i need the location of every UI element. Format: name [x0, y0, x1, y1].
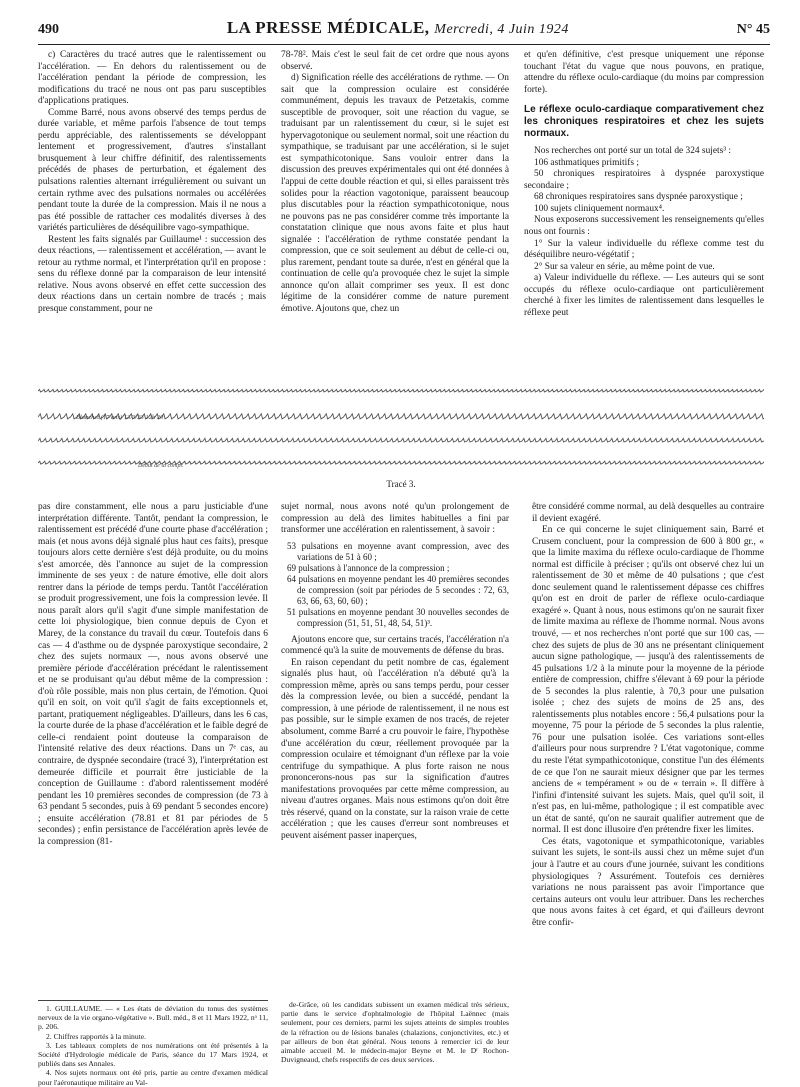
trace-line-1: [38, 389, 764, 392]
upper-column-2: [281, 50, 509, 316]
figure-caption: Tracé 3.: [386, 479, 416, 489]
figure-trace-3: [38, 383, 764, 497]
paragraph: 78-78². Mais c'est le seul fait de cet ordre que nous ayons observé.: [281, 50, 509, 72]
footnotes-left: [38, 1000, 268, 1087]
journal-name: LA PRESSE MÉDICALE,: [226, 18, 430, 37]
paragraph: En raison cependant du petit nombre de cas, également signalés plus haut, où l'accélération n'a débuté qu'à la compression même, après ou sans temps perdu, pour cesser dès la compression levée, ou bien a succédé, pendant la compression, à une période de ralentissement, il ne nous est pas possible, sur le simple examen de nos tracés, de rejeter absolument, comme Barré a cru pouvoir le faire, l'hypothèse d'une accélération du cœur, réellement provoquée par la compression oculaire et témoignant d'un réflexe par la voie centrifuge du sympathique. A plus forte raison ne nous prononcerons-nous pas sur la signification d'autres manifestations provoquées par cette même compression, au niveau d'autres organes. Mais nous estimons qu'on doit être très réservé, quand on la constate, sur la raison vraie de cette accélération ; que les causes d'erreur sont nombreuses et peuvent aisément passer inaperçues,: [281, 657, 509, 841]
list-item: 69 pulsations à l'annonce de la compression ;: [287, 562, 450, 573]
page-header: [38, 18, 770, 45]
paragraph: c) Caractères du tracé autres que le ralentissement ou l'accélération. — En dehors du ralentissement ou de l'accélération pendant la période de compression, les modifications du tracé ne nous ont pas paru susceptibles d'applications pratiques.: [38, 50, 266, 107]
trace-line-3: [38, 438, 764, 442]
list-item: 100 sujets cliniquement normaux⁴.: [534, 203, 665, 214]
pulsation-list: [287, 541, 509, 629]
page-number: 490: [38, 22, 59, 37]
lower-column-1: [38, 502, 268, 848]
upper-column-3: [524, 50, 764, 319]
journal-title: [227, 18, 569, 38]
list-item: 51 pulsations en moyenne pendant 30 nouvelles secondes de compression (51, 51, 51, 48, 54, 51)³.: [287, 606, 509, 628]
paragraph: Nous exposerons successivement les renseignements qu'elles nous ont fournis :: [524, 215, 764, 238]
paragraph: a) Valeur individuelle du réflexe. — Les auteurs qui se sont occupés du réflexe oculo-cardiaque ont particulièrement cherché à fixer les limites de ralentissement dans lesquelles le réflexe peut: [524, 273, 764, 318]
paragraph: Ajoutons encore que, sur certains tracés, l'accélération n'a commencé qu'à la suite de mouvements de défense du bras.: [281, 634, 509, 657]
footnote: 4. Nos sujets normaux ont été pris, partie au centre d'examen médical pour l'aéronautique militaire au Val-: [38, 1068, 268, 1087]
footnotes-middle: [281, 1000, 509, 1064]
lower-column-2: [281, 502, 509, 842]
upper-column-1: [38, 50, 266, 316]
section-heading: Le réflexe oculo-cardiaque comparativement chez les chroniques respiratoires et chez les sujets normaux.: [524, 104, 764, 140]
footnote: 1. GUILLAUME. — « Les états de déviation du tonus des systèmes nerveux de la vie organo-végétative ». Bull. méd., 8 et 11 Mars 1922, nᵒ 11, p. 206.: [38, 1004, 268, 1032]
list-item: 64 pulsations en moyenne pendant les 40 premières secondes de compression (soit par périodes de 5 secondes : 72, 63, 63, 66, 63, 60, 60) ;: [287, 573, 509, 606]
ecg-trace-figure: [38, 383, 764, 477]
paragraph: être considéré comme normal, au delà desquelles au contraire il devient exagéré.: [532, 502, 764, 524]
list-item: 106 asthmatiques primitifs ;: [534, 157, 639, 168]
list-item: 53 pulsations en moyenne avant compression, avec des variations de 51 à 60 ;: [287, 540, 509, 562]
lower-column-3: [532, 502, 764, 929]
paragraph: En ce qui concerne le sujet cliniquement sain, Barré et Crusem concluent, pour la compression de 600 à 800 gr., « que la limite maxima du réflexe oculo-cardiaque de l'homme normal est difficile à préciser ; qu'ils ont observé chez lui un ralentissement de 30 et même de 40 pulsations ; que c'est donc seulement quand le ralentissement dépasse ces chiffres qu'on est en droit de parler de réflexe oculo-cardiaque exagéré ». Quant à nous, nous estimons qu'on ne saurait fixer de limite maxima au réflexe de l'homme normal. Nous avons trouvé, — et nos recherches n'ont porté que sur 100 cas, — chez des sujets de plus de 30 ans ne présentant cliniquement aucun signe pathologique, — jusqu'à des ralentissements de 45 pulsations 1/2 à la minute pour la moyenne de la période entière de compression, chiffre s'élevant à 69 pour la période de 5 secondes la plus ralentie, à 70,3 pour une pulsation isolée ; chez des sujets de moins de 25 ans, des ralentissements plus notables encore : 56,4 pulsations pour la moyenne, 75 pour la période de 5 secondes la plus ralentie, 76 pour une pulsation isolée. Ces variations sont-elles d'ailleurs pour nous surprendre ? L'état vagotonique, comme du reste l'état sympathicotonique, constitue l'un des éléments de ce que l'on ne saurait mieux désigner que par les termes anciens de « tempérament » ou de « terrain ». Il diffère à l'infini d'intensité suivant les sujets. Mais, quel qu'il soit, il n'est pas, en lui-même, pathologique ; il est compatible avec un état de santé, qu'on ne saurait qualifier autrement que de normal. Il est donc illusoire d'en prétendre fixer les limites.: [532, 525, 764, 836]
paragraph: Ces états, vagotonique et sympathicotonique, variables suivant les sujets, le sont-ils aussi chez un même sujet d'un jour à l'autre et au cours d'une journée, suivant les conditions physiologiques ? Assurément. Toutefois ces dernières variations ne nous paraissent pas avoir l'importance que certains auteurs ont voulu leur attribuer. Dans les recherches que nous avons faites à cet égard, et qui d'ailleurs devront être confir-: [532, 836, 764, 928]
paragraph: Comme Barré, nous avons observé des temps perdus de durée variable, et même parfois l'absence de tout temps perdu appréciable, des ralentissements se développant lentement et progressivement, d'autres s'installant brusquement à leur chiffre définitif, des ralentissements précédés de phases de perturbation, et également des pulsations ralenties alternant irrégulièrement ou suivant un certain rythme avec des pulsations normales ou accélérées pendant toute la durée de la compression. Mais il ne nous a pas été possible de rattacher ces modalités diverses à des variétés particulières de déséquilibre vago-sympathique.: [38, 107, 266, 234]
footnote: 3. Les tableaux complets de nos numérations ont été présentés à la Société d'Hydrologie médicale de Paris, séance du 17 Mars 1924, et publiés dans ses Annales.: [38, 1040, 268, 1069]
list-item: 50 chroniques respiratoires à dyspnée paroxystique secondaire ;: [524, 169, 764, 191]
paragraph: Nos recherches ont porté sur un total de 324 sujets³ :: [534, 146, 732, 157]
trace-annotation-compression: Début de la compr.: [138, 463, 184, 469]
footnote: 2. Chiffres rapportés à la minute.: [46, 1031, 147, 1041]
trace-annotation-name: Blanchet (17 ans) 13/3/23 12h 20: [76, 414, 164, 421]
list-item: 68 chroniques respiratoires sans dyspnée paroxystique ;: [534, 192, 743, 203]
paragraph: Restent les faits signalés par Guillaume¹ : succession des deux réactions, — ralentissement et accélération, — avant le retour au rythme normal, et l'interprétation qu'il en propose : sens du réflexe donné par la comparaison de leur intensité relative. Nous avons observé en effet cette succession des deux réactions dans un certain nombre de tracés ; mais presque constamment, pour ne: [38, 234, 266, 315]
paragraph: pas dire constamment, elle nous a paru justiciable d'une interprétation différente. Tantôt, pendant la compression, le ralentissement est précédé d'une courte phase d'accélération ; mais (et nous avons déjà signalé plus haut ces faits), presque toujours alors cette dernière s'est déjà produite, ou du moins s'est amorcée, dès l'annonce au sujet de la compression imminente de ses yeux : de nature émotive, elle doit alors rentrer dans la période de temps perdu. Tantôt l'accélération se produit progressivement, une fois la compression levée. Il nous paraît alors qu'il s'agit d'une simple manifestation de cette loi physiologique, bien connue depuis de Cyon et Marey, de la constance du travail du cœur. Toutefois dans 6 cas — 4 d'asthme ou de dyspnée paroxystique secondaire, 2 chez des sujets normaux —, nous avons observé une première période d'accélération précédant le ralentissement et ne se produisant qu'au début même de la compression : d'où rôle possible, mais non plus certain, de l'émotion. Quoi qu'il en soit, on voit qu'il s'agit de faits exceptionnels et, partant, pratiquement négligeables. D'ailleurs, dans les 6 cas, la courte durée de la phase d'accélération et le faible degré de celle-ci rendaient point douteuse la comparaison de l'intensité relative des deux réactions. Dans un 7ᵉ cas, au contraire, de dyspnée secondaire (tracé 3), l'interprétation est demeurée difficile et pourrait être justiciable de la conception de Guillaume : d'abord ralentissement modéré pendant les 10 premières secondes de compression (de 73 à 63 pendant 5 secondes, puis à 69 pendant 5 secondes encore) ; ensuite accélération (78.81 et 81 par périodes de 5 secondes) ; enfin persistance de l'accélération après levée de la compression (81-: [38, 502, 268, 847]
paragraph: et qu'en définitive, c'est presque uniquement une réponse touchant l'état du vague que nous pouvons, en pratique, attendre du réflexe oculo-cardiaque (du moins par compression forte).: [524, 50, 764, 95]
footnote: de-Grâce, où les candidats subissent un examen médical très sérieux, partie dans le service d'ophtalmologie de l'hôpital Laënnec (mais seulement, pour ces derniers, parmi les sujets atteints de simples troubles de la réfraction ou de lésions banales (chalazions, conjonctivites, etc.) et par ailleurs de bon état général. Nous tenons à remercier ici de leur aimable accueil M. le médecin-major Beyne et M. le Dʳ Rochon-Duvigneaud, chefs respectifs de ces deux services.: [281, 1000, 509, 1065]
paragraph: d) Signification réelle des accélérations de rythme. — On sait que la compression oculaire est considérée communément, depuis les travaux de Petzetakis, comme susceptible de provoquer, soit une réaction du vague, se traduisant par un ralentissement du cœur, si le sujet est hypervagotonique ou seulement normal, soit une réaction du sympathique, se traduisant par une accélération, si le sujet est sympathicotonique. Sans vouloir entrer dans la discussion des preuves expérimentales qui ont été données à l'appui de cette double réaction et qui, si elles paraissent très solides pour la réaction vagotonique, paraissent beaucoup plus discutables pour la réaction sympathicotonique, nous ne pouvons pas ne pas considérer comme très importante la constatation clinique que nous avons faite et plus haut signalée : l'accélération de rythme constatée pendant la compression, que ce soit seulement au début de celle-ci ou, plus rarement, pendant toute sa durée, n'est en général que la continuation de celle qu'a provoquée chez le sujet la simple annonce qu'on allait comprimer ses yeux. Il est donc légitime de la considérer comme de nature purement émotive. Ajoutons que, chez un: [281, 73, 509, 315]
issue-date: Mercredi, 4 Juin 1924: [434, 22, 569, 37]
issue-number: N° 45: [736, 22, 770, 37]
list-item: 2° Sur sa valeur en série, au même point de vue.: [534, 261, 715, 272]
list-item: 1° Sur la valeur individuelle du réflexe comme test du déséquilibre neuro-végétatif ;: [524, 238, 764, 261]
paragraph: sujet normal, nous avons noté qu'un prolongement de compression au delà des limites habituelles a fini par transformer une accélération en ralentissement, à savoir :: [281, 502, 509, 536]
